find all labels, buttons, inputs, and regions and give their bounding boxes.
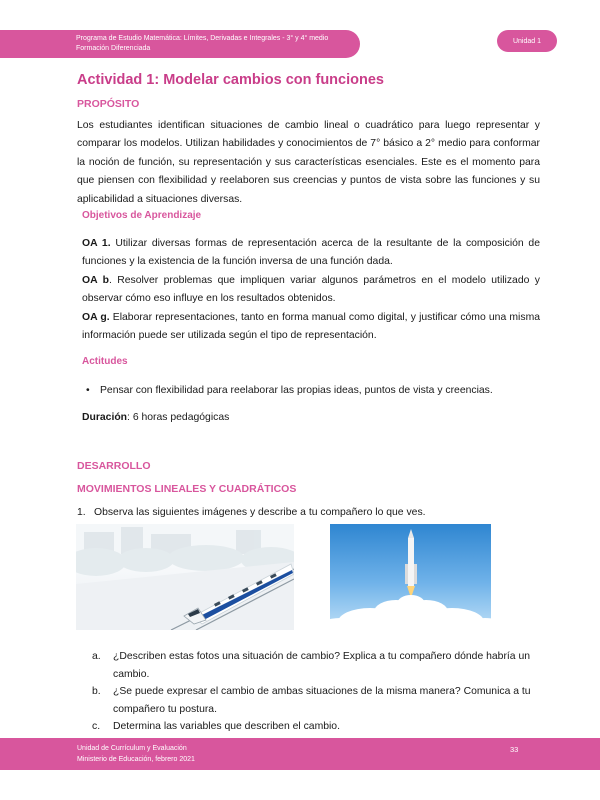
duration-value: : 6 horas pedagógicas [127,412,230,423]
attitudes-heading: Actitudes [82,356,128,367]
header-subtitle: Formación Diferenciada [76,45,151,52]
rocket-image [330,524,491,630]
purpose-heading: PROPÓSITO [77,98,140,110]
development-subheading: MOVIMIENTOS LINEALES Y CUADRÁTICOS [77,483,297,495]
train-image [76,524,294,630]
objectives-heading: Objetivos de Aprendizaje [82,210,202,221]
development-heading: DESARROLLO [77,460,151,472]
footer-ministry: Ministerio de Educación, febrero 2021 [77,756,195,763]
footer-unit: Unidad de Currículum y Evaluación [77,745,187,752]
objective-text: . Resolver problemas que impliquen variar algunos parámetros en el modelo utilizado y observar cómo eso influye en los resultados obtenidos. [82,275,540,305]
list-item [92,648,532,683]
question-text: ¿Se puede expresar el cambio de ambas situaciones de la misma manera? Comunica a tu compañero tu postura. [113,686,531,715]
objective-code: OA 1. [82,238,111,249]
purpose-text: Los estudiantes identifican situaciones de cambio lineal o cuadrático para luego representar y comparar los modelos. Utilizan habilidades y conocimientos de 7° básico a 2° medio para conformar la noción de función, su representación y sus características esenciales. Este es el momento para que piensen con flexibilidad y reelaboren sus creencias y puntos de vista sobre las funciones y su aplicabilidad a situaciones diversas. [77,120,540,205]
unit-badge: Unidad 1 [497,30,557,52]
questions-list [92,648,532,736]
list-item [92,683,532,718]
footer-bar [0,738,600,770]
activity-title: Actividad 1: Modelar cambios con funciones [77,72,384,88]
attitudes-list [82,382,493,400]
bullet-icon: • [86,385,90,396]
page-number: 33 [510,745,519,754]
question-letter: c. [92,721,101,732]
question-letter: a. [92,651,101,662]
step-1 [77,507,426,518]
duration-label: Duración [82,412,128,423]
rocket-illustration [330,524,491,630]
objective-code: OA g. [82,312,110,323]
list-item [82,382,493,400]
objective-code: OA b [82,275,109,286]
question-text: Determina las variables que describen el cambio. [113,721,340,732]
header-program: Programa de Estudio Matemática: Límites, Derivadas e Integrales - 3° y 4° medio [76,35,329,42]
objective-text: Utilizar diversas formas de representación acerca de la resultante de la composición de funciones y la existencia de la función inversa de una función dada. [82,238,540,268]
duration [82,412,229,423]
question-text: ¿Describen estas fotos una situación de cambio? Explica a tu compañero dónde habría un cambio. [113,651,531,680]
train-illustration [76,524,294,630]
question-letter: b. [92,686,101,697]
objective-oa1 [82,235,540,272]
step-number: 1. [77,507,86,518]
list-item [92,718,532,736]
step-text: Observa las siguientes imágenes y describe a tu compañero lo que ves. [94,507,426,518]
objective-oag [82,309,540,346]
objective-oab [82,272,540,309]
objective-text: Elaborar representaciones, tanto en forma manual como digital, y justificar cómo una misma información puede ser utilizada según el tipo de representación. [82,312,540,342]
attitude-text: Pensar con flexibilidad para reelaborar las propias ideas, puntos de vista y creencias. [100,385,493,396]
